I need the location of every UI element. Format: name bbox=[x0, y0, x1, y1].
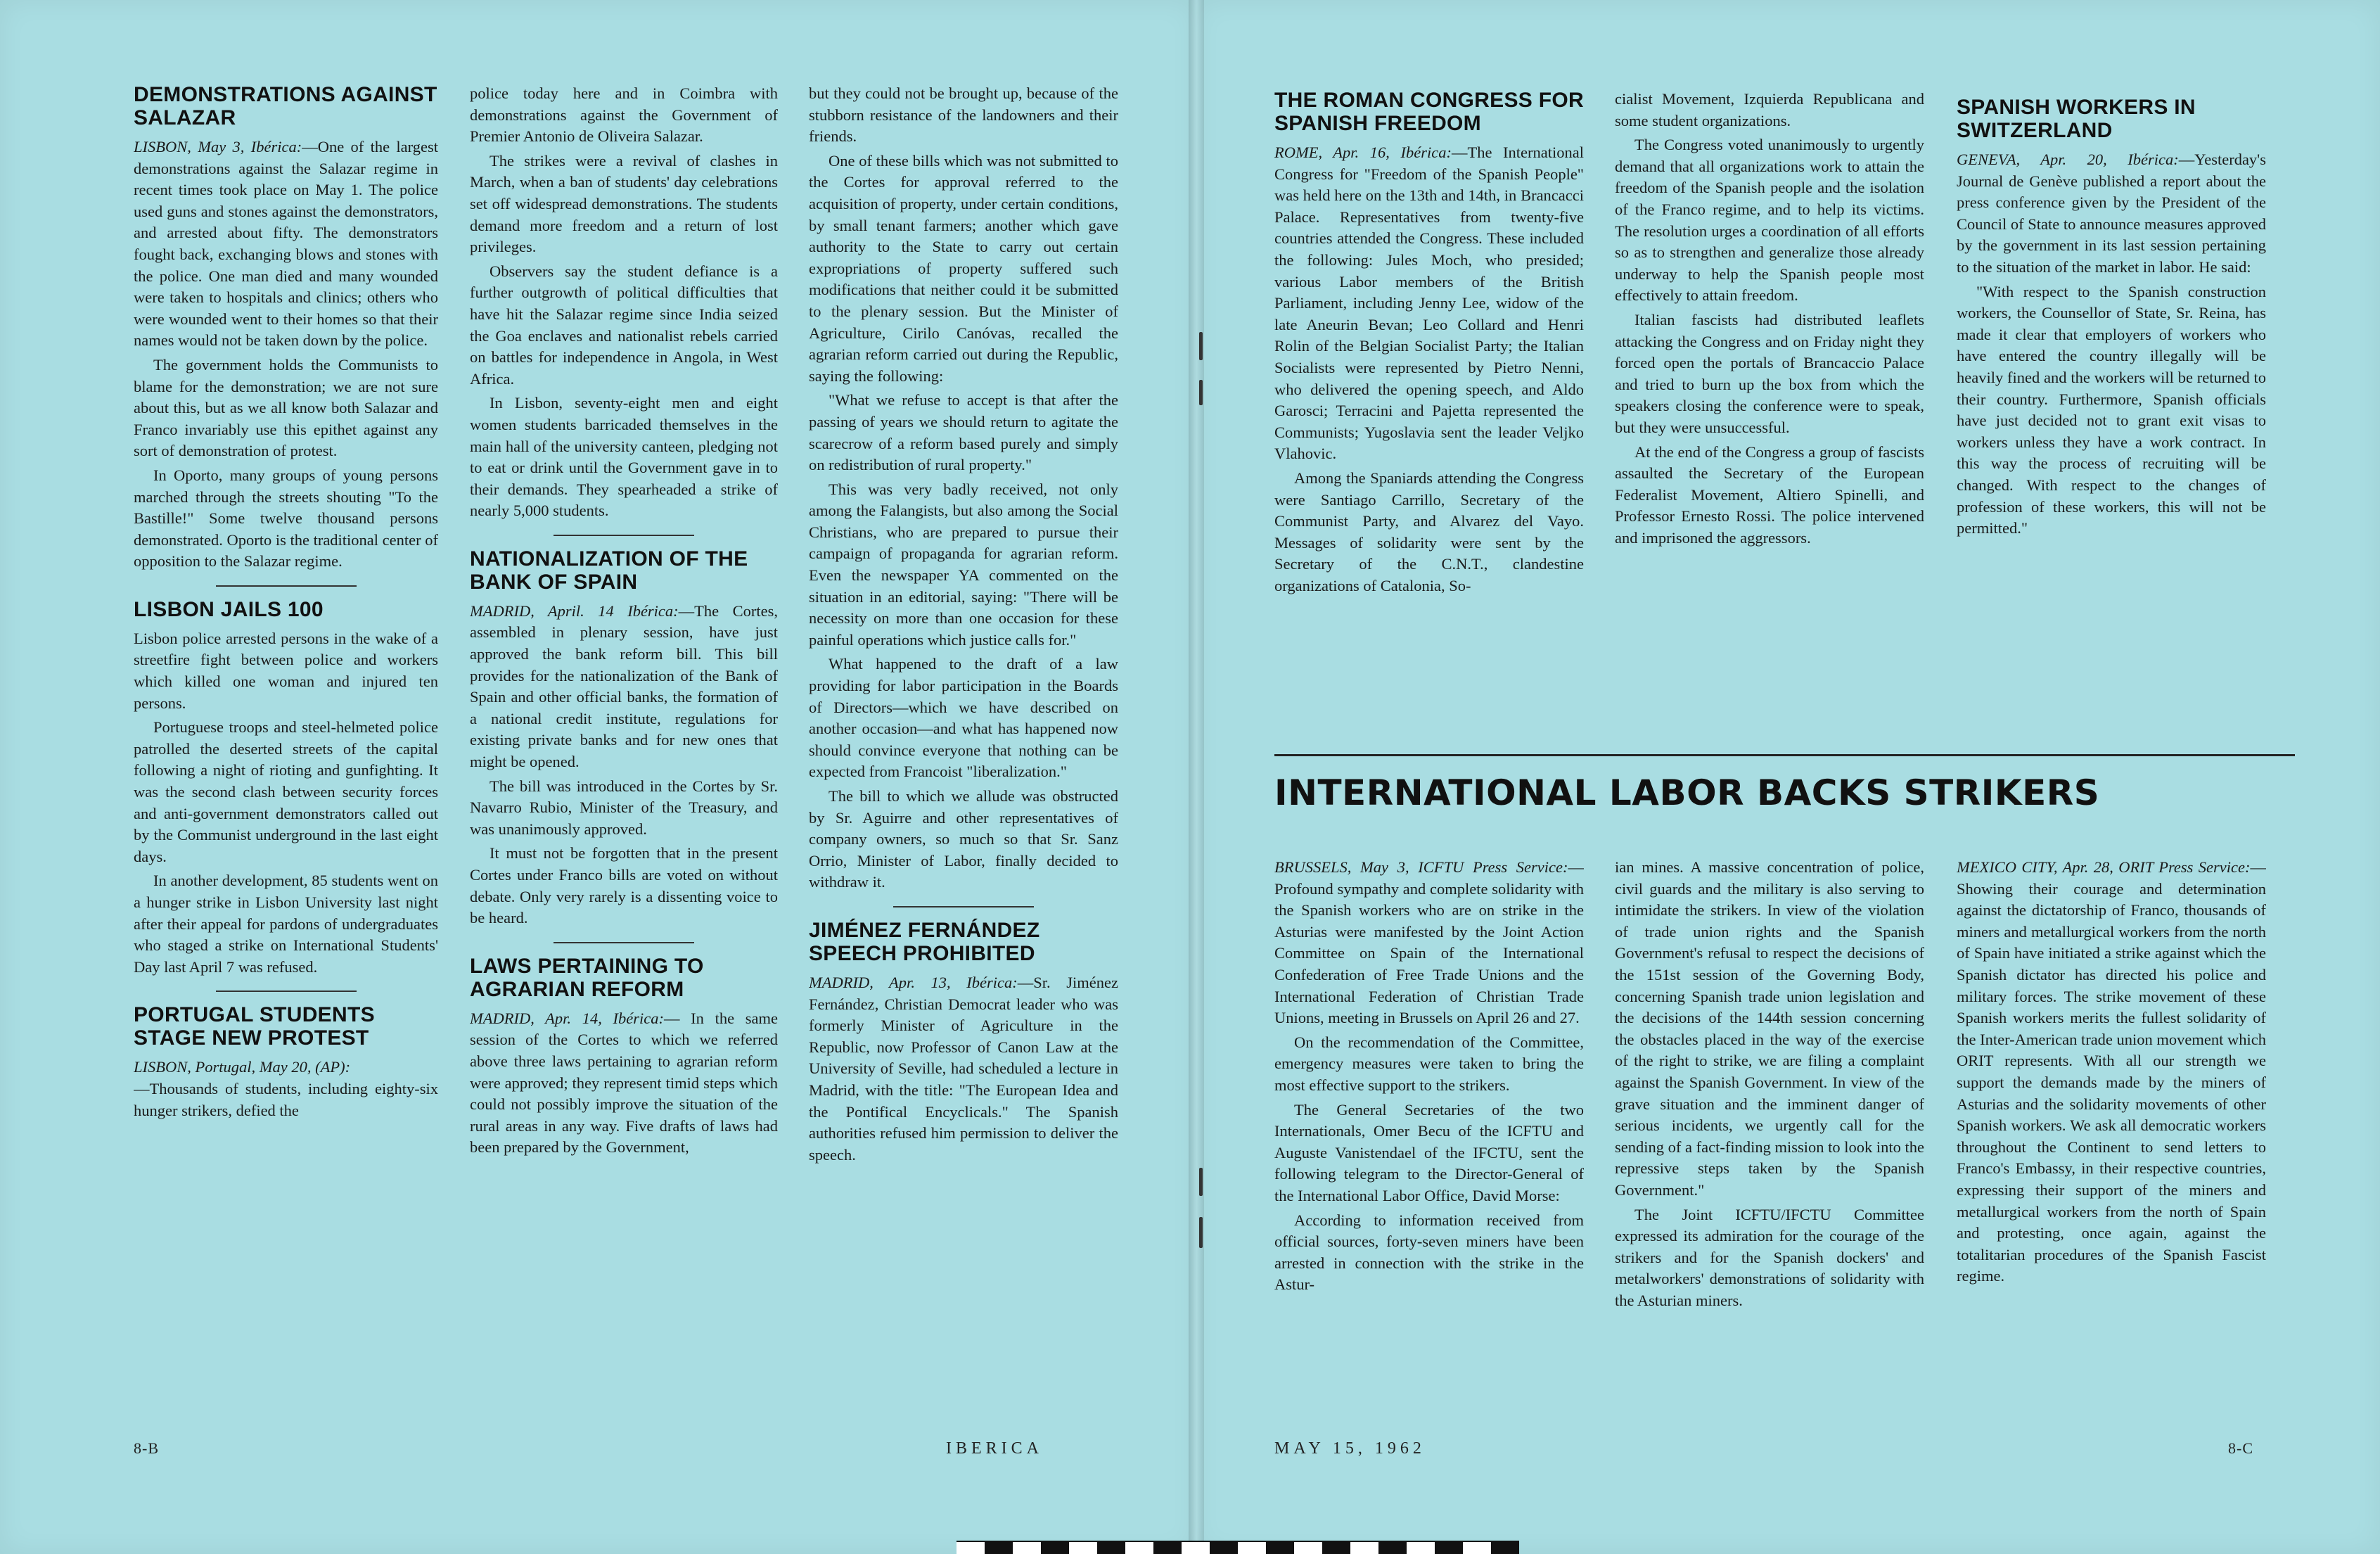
dateline: ROME, Apr. 16, Ibérica: bbox=[1274, 144, 1452, 161]
column-6 bbox=[1957, 96, 2266, 729]
left-page-number: 8-B bbox=[134, 1439, 159, 1457]
article-paragraph: Observers say the student defiance is a further outgrowth of political difficulties that have hit the Salazar regime since India seized the Goa enclaves and nationalist rebels carried on battles for independence in Angola, in West Africa. bbox=[470, 262, 778, 388]
dateline: BRUSSELS, May 3, ICFTU Press Service: bbox=[1274, 858, 1568, 876]
article-paragraph: "With respect to the Spanish construction workers, the Counsellor of State, Sr. Reina, has made it clear that employers of workers who have entered the country illegally will be heavily fined and the workers will be returned to their country. Furthermore, Spanish officials have just decided not to grant exit visas to workers unless they have a work contract. In this way the process of recruiting will be changed. With respect to the changes of profession of these workers, this will not be permitted." bbox=[1957, 282, 2266, 537]
column-1 bbox=[134, 83, 438, 1420]
article-paragraph: "What we refuse to accept is that after the passing of years we should return to agitate the scarecrow of a reform based purely and simply on redistribution of rural property." bbox=[809, 391, 1118, 474]
headline-demonstrations: DEMONSTRATIONS AGAINST SALAZAR bbox=[134, 83, 437, 129]
article-paragraph: The General Secretaries of the two Internationals, Omer Becu of the ICFTU and Auguste Vanistendael of the IFCTU, sent the following telegram to the Director-General of the International Labor Office, David Morse: bbox=[1274, 1100, 1584, 1204]
dateline: MADRID, Apr. 13, Ibérica: bbox=[809, 973, 1018, 991]
separator-rule bbox=[893, 906, 1034, 907]
column-5 bbox=[1615, 89, 1924, 729]
article-paragraph: The bill was introduced in the Cortes by Sr. Navarro Rubio, Minister of the Treasury, and was unanimously approved. bbox=[470, 777, 778, 838]
headline-agrarian-reform: LAWS PERTAINING TO AGRARIAN REFORM bbox=[470, 954, 704, 1001]
staple-mark bbox=[1199, 332, 1203, 360]
article-paragraph: police today here and in Coimbra with demonstrations against the Government of Premier Antonio de Oliveira Salazar. bbox=[470, 84, 778, 146]
article-paragraph: GENEVA, Apr. 20, Ibérica:—Yesterday's Journal de Genève published a report about the press conference given by the President of the Council of State to announce measures approved by the government in its last session pertaining to the situation of the market in labor. He said: bbox=[1957, 151, 2266, 276]
column-2 bbox=[470, 83, 778, 1420]
column-4 bbox=[1274, 89, 1584, 729]
dateline: MADRID, April. 14 Ibérica: bbox=[470, 601, 679, 620]
article-paragraph: but they could not be brought up, because of the stubborn resistance of the landowners and their friends. bbox=[809, 84, 1118, 146]
article-paragraph: The Joint ICFTU/IFCTU Committee expressed its admiration for the courage of the strikers and for the Spanish dockers' and metalworkers' demonstrations of solidarity with the Asturian miners. bbox=[1615, 1205, 1924, 1309]
left-page-title: IBERICA bbox=[946, 1439, 1043, 1458]
article-paragraph: MADRID, April. 14 Ibérica:—The Cortes, assembled in plenary session, have just approved the bank reform bill. This bill provides for the nationalization of the Bank of Spain and other official banks, the formation of a national credit institute, regulations for existing private banks and for new ones that might be opened. bbox=[470, 601, 778, 771]
article-paragraph: BRUSSELS, May 3, ICFTU Press Service:—Profound sympathy and complete solidarity with the Spanish workers who are on strike in the Asturias were manifested by the Joint Action Committee on Spain of the International Confederation of Free Trade Unions and the International Federation of Christian Trade Unions, meeting in Brussels on April 26 and 27. bbox=[1274, 858, 1584, 1027]
article-paragraph: The Congress voted unanimously to urgently demand that all organizations work to attain the freedom of the Spanish people and the isolation of the Franco regime, and to help its victims. The resolution urges a coordination of all efforts so as to strengthen and generalize those already underway to help the Spanish people most effectively to attain freedom. bbox=[1615, 136, 1924, 305]
headline-roman-congress: THE ROMAN CONGRESS FOR SPANISH FREEDOM bbox=[1274, 89, 1584, 135]
dateline: GENEVA, Apr. 20, Ibérica: bbox=[1957, 151, 2179, 168]
article-paragraph: MADRID, Apr. 14, Ibérica:— In the same session of the Cortes to which we referred above three laws pertaining to agrarian reform were approved; they represent timid steps which could not possibly improve the situation of the rural areas in any way. Five drafts of laws had been prepared by the Government, bbox=[470, 1009, 778, 1157]
page-gutter bbox=[1189, 0, 1204, 1554]
dateline: LISBON, May 3, Ibérica: bbox=[134, 138, 302, 155]
article-paragraph: ian mines. A massive concentration of police, civil guards and the military is also serving to intimidate the strikers. In view of the violation of trade union rights and the Spanish Government's refusal to respect the decisions of the 151st session of the Governing Body, concerning Spanish trade union legislation and the decisions of the 144th session concerning the obstacles placed in the way of the exercise of the right to strike, we are filing a complaint against the Spanish Government. In view of the grave situation and the imminent danger of serious incidents, we urgently call for the sending of a fact-finding mission to look into the repressive steps taken by the Spanish Government." bbox=[1615, 858, 1924, 1199]
article-paragraph: Among the Spaniards attending the Congress were Santiago Carrillo, Secretary of the Communist Party, and Alvarez del Vayo. Messages of solidarity were sent by the Secretary of the C.N.T., clandestine organizations of Catalonia, So- bbox=[1274, 469, 1584, 594]
article-paragraph: LISBON, Portugal, May 20, (AP): —Thousands of students, including eighty-six hunger strikers, defied the bbox=[134, 1058, 438, 1119]
separator-rule bbox=[216, 991, 357, 992]
article-paragraph: On the recommendation of the Committee, emergency measures were taken to bring the most effective support to the strikers. bbox=[1274, 1033, 1584, 1094]
headline-jimenez-fernandez: JIMÉNEZ FERNÁNDEZ SPEECH PROHIBITED bbox=[809, 918, 1040, 965]
dateline: LISBON, Portugal, May 20, (AP): bbox=[134, 1058, 351, 1076]
article-paragraph: According to information received from official sources, forty-seven miners have been arrested in connection with the strike in the Astur- bbox=[1274, 1211, 1584, 1294]
article-paragraph: Portuguese troops and steel-helmeted police patrolled the deserted streets of the capital following a night of rioting and gunfighting. It was the second clash between security forces and anti-government demonstrators called out by the Communist underground in the last eight days. bbox=[134, 718, 438, 865]
right-page-date: MAY 15, 1962 bbox=[1274, 1439, 1426, 1458]
article-paragraph: LISBON, May 3, Ibérica:—One of the largest demonstrations against the Salazar regime in recent times took place on May 1. The police used guns and stones against the demonstrators, and arrested about fifty. The demonstrators fought back, exchanging blows and stones with the police. One man died and many wounded were taken to hospitals and clinics; others who were wounded went to their homes so that their names would not be taken down by the police. bbox=[134, 138, 438, 350]
article-paragraph: The government holds the Communists to blame for the demonstration; we are not sure about this, but as we all know both Salazar and Franco invariably use this epithet against any sort of demonstration of protest. bbox=[134, 355, 438, 460]
staple-mark bbox=[1199, 1168, 1203, 1196]
separator-rule bbox=[554, 942, 694, 943]
article-paragraph: In Lisbon, seventy-eight men and eight women students barricaded themselves in the main hall of the university canteen, pledging not to eat or drink until the Government gave in to their demands. They spearheaded a strike of nearly 5,000 students. bbox=[470, 394, 778, 520]
article-paragraph: cialist Movement, Izquierda Republicana and some student organizations. bbox=[1615, 90, 1924, 129]
staple-mark bbox=[1199, 380, 1203, 405]
headline-bank-of-spain: NATIONALIZATION OF THE BANK OF SPAIN bbox=[470, 547, 748, 594]
article-paragraph: In Oporto, many groups of young persons marched through the streets shouting "To the Bastille!" Some twelve thousand persons demonstrated. Oporto is the traditional center of opposition to the Salazar regime. bbox=[134, 466, 438, 571]
staple-mark bbox=[1199, 1217, 1203, 1248]
banner-headline: INTERNATIONAL LABOR BACKS STRIKERS bbox=[1274, 772, 2100, 813]
dateline: MADRID, Apr. 14, Ibérica: bbox=[470, 1009, 664, 1027]
scan-color-ruler bbox=[957, 1541, 1519, 1554]
article-paragraph: The bill to which we allude was obstructed by Sr. Aguirre and other representatives of company owners, so much so that Sr. Sanz Orrio, Minister of Labor, finally decided to withdraw it. bbox=[809, 787, 1118, 891]
article-paragraph: What happened to the draft of a law providing for labor participation in the Boards of Directors—which we have described on another occasion—and what has happened now should convince everyone that nothing can be expected from Francoist "liberalization." bbox=[809, 655, 1118, 781]
article-paragraph: ROME, Apr. 16, Ibérica:—The International Congress for "Freedom of the Spanish People" was held here on the 13th and 14th, in Brancacci Palace. Representatives from twenty-five countries attended the Congress. These included the following: Jules Moch, who presided; various Labor members of the British Parliament, including Jenny Lee, widow of the late Aneurin Bevan; Leo Collard and Henri Rolin of the Belgian Socialist Party; the Italian Socialists were represented by Pietro Nenni, who delivered the opening speech, and Aldo Garosci; Terracini and Pajetta represented the Communists; Yugoslavia sent the leader Veljko Vlahovic. bbox=[1274, 144, 1584, 463]
column-3 bbox=[809, 83, 1118, 1420]
headline-lisbon-jails: LISBON JAILS 100 bbox=[134, 597, 324, 621]
separator-rule bbox=[216, 585, 357, 587]
column-7 bbox=[1274, 857, 1584, 1434]
article-paragraph: Italian fascists had distributed leaflets attacking the Congress and on Friday night they forced open the portals of Brancaccio Palace and tried to burn up the box from which the speakers closing the conference were to speak, but they were unsuccessful. bbox=[1615, 310, 1924, 436]
headline-portugal-students: PORTUGAL STUDENTS STAGE NEW PROTEST bbox=[134, 1003, 375, 1050]
article-paragraph: One of these bills which was not submitted to the Cortes for approval referred to the acquisition of property, under certain conditions, by small tenant farmers; another which gave authority to the State to carry out certain expropriations of property suffered such modifications that neither could it be submitted to the plenary session. But the Minister of Agriculture, Cirilo Canóvas, recalled the agrarian reform carried out during the Republic, saying the following: bbox=[809, 151, 1118, 385]
article-paragraph: In another development, 85 students went on a hunger strike in Lisbon University last night after their appeal for pardons of undergraduates who staged a strike on International Students' Day last April 7 was refused. bbox=[134, 872, 438, 976]
dateline: MEXICO CITY, Apr. 28, ORIT Press Service: bbox=[1957, 858, 2251, 876]
article-paragraph: MADRID, Apr. 13, Ibérica:—Sr. Jiménez Fernández, Christian Democrat leader who was formerly Minister of Agriculture in the Republic, now Professor of Canon Law at the University of Seville, had scheduled a lecture in Madrid, with the title: "The European Idea and the Pontifical Encyclicals." The Spanish authorities refused him permission to deliver the speech. bbox=[809, 973, 1118, 1164]
article-paragraph: MEXICO CITY, Apr. 28, ORIT Press Service:—Showing their courage and determination against the dictatorship of Franco, thousands of miners and metallurgical workers from the north of Spain have initiated a strike against which the Spanish dictator has directed his police and military forces. The strike movement of these Spanish workers merits the fullest solidarity of the Inter-American trade union movement which ORIT represents. With all our strength we support the demands made by the miners of Asturias and the solidarity movements of other Spanish workers. We ask all democratic workers throughout the Continent to send letters to Franco's Embassy, in their respective countries, expressing their support of the miners and metallurgical workers from the north of Spain and protesting, once again, against the totalitarian procedures of the Spanish Fascist regime. bbox=[1957, 858, 2266, 1285]
article-paragraph: It must not be forgotten that in the present Cortes under Franco bills are voted on without debate. Only very rarely is a dissenting voice to be heard. bbox=[470, 844, 778, 927]
article-paragraph: The strikes were a revival of clashes in March, when a ban of students' day celebrations set off widespread demonstrations. The students demand more freedom and a return of lost privileges. bbox=[470, 151, 778, 256]
column-9 bbox=[1957, 857, 2266, 1434]
separator-rule bbox=[554, 535, 694, 536]
column-8 bbox=[1615, 857, 1924, 1434]
right-page-number: 8-C bbox=[2228, 1439, 2253, 1457]
article-paragraph: This was very badly received, not only among the Falangists, but also among the Social Christians, who are prepared to pursue their campaign of propaganda for agrarian reform. Even the newspaper YA commented on the situation in an editorial, saying: "There will be necessity on more than one occasion for these painful operations which justice calls for." bbox=[809, 480, 1118, 649]
headline-spanish-workers-switzerland: SPANISH WORKERS IN SWITZERLAND bbox=[1957, 96, 2196, 142]
section-rule bbox=[1274, 754, 2295, 756]
article-paragraph: Lisbon police arrested persons in the wake of a streetfire fight between police and workers which killed one woman and injured ten persons. bbox=[134, 629, 438, 712]
article-paragraph: At the end of the Congress a group of fascists assaulted the Secretary of the European Federalist Movement, Altiero Spinelli, and Professor Ernesto Rossi. The police intervened and imprisoned the aggressors. bbox=[1615, 442, 1924, 547]
